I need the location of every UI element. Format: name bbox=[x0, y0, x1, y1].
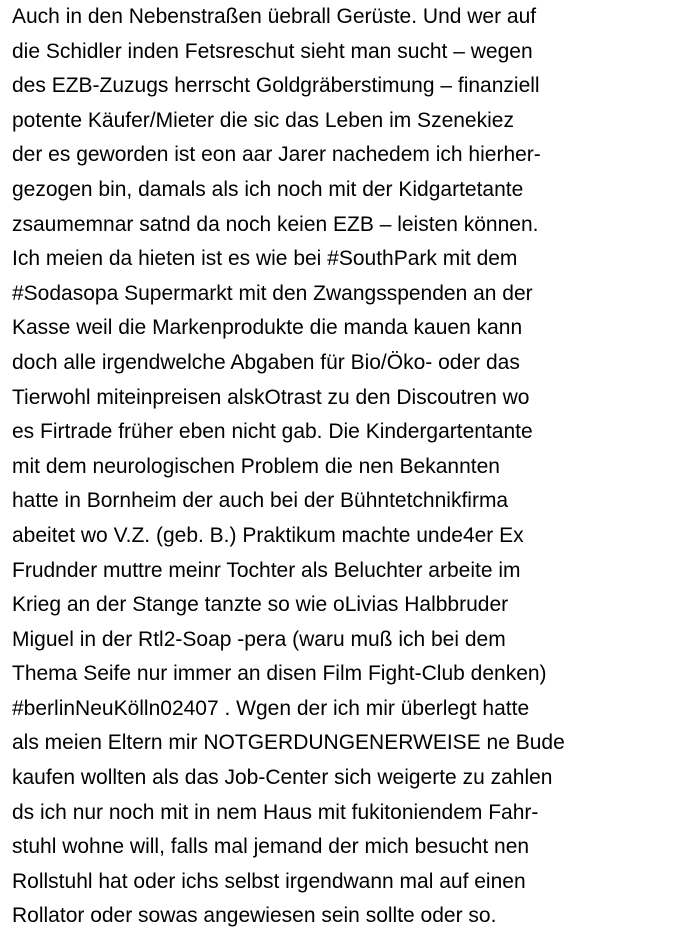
text-line: die Schidler inden Fetsreschut sieht man sucht – wegen bbox=[12, 39, 533, 63]
text-line: als meien Eltern mir NOTGERDUNGENERWEISE ne Bude bbox=[12, 731, 565, 755]
text-line: stuhl wohne will, falls mal jemand der mich besucht nen bbox=[12, 835, 530, 859]
text-line: ds ich nur noch mit in nem Haus mit fukitoniendem Fahr- bbox=[12, 800, 539, 824]
text-line: des EZB-Zuzugs herrscht Goldgräberstimung – finanziell bbox=[12, 74, 540, 98]
body-text bbox=[12, 0, 684, 934]
text-line: Rollator oder sowas angewiesen sein sollte oder so. bbox=[12, 904, 497, 928]
text-line: Auch in den Nebenstraßen üebrall Gerüste. Und wer auf bbox=[12, 5, 537, 28]
text-line: gezogen bin, damals als ich noch mit der Kidgartetante bbox=[12, 177, 524, 201]
text-line: Krieg an der Stange tanzte so wie oLivias Halbbruder bbox=[12, 593, 509, 617]
text-line: Tierwohl miteinpreisen alskOtrast zu den Discoutren wo bbox=[12, 385, 530, 409]
text-line: der es geworden ist eon aar Jarer nachedem ich hierher- bbox=[12, 143, 541, 167]
text-line: #Sodasopa Supermarkt mit den Zwangsspenden an der bbox=[12, 281, 533, 305]
text-line: potente Käufer/Mieter die sic das Leben im Szenekiez bbox=[12, 108, 514, 132]
text-line: hatte in Bornheim der auch bei der Bühntetchnikfirma bbox=[12, 489, 509, 513]
text-line: #berlinNeuKölln02407 . Wgen der ich mir überlegt hatte bbox=[12, 696, 530, 720]
text-line: doch alle irgendwelche Abgaben für Bio/Öko- oder das bbox=[12, 350, 520, 374]
text-line: Ich meien da hieten ist es wie bei #SouthPark mit dem bbox=[12, 247, 518, 271]
text-line: mit dem neurologischen Problem die nen Bekannten bbox=[12, 454, 500, 478]
text-line: es Firtrade früher eben nicht gab. Die Kindergartentante bbox=[12, 420, 533, 444]
text-line: abeitet wo V.Z. (geb. B.) Praktikum machte unde4er Ex bbox=[12, 523, 524, 547]
text-line: kaufen wollten als das Job-Center sich weigerte zu zahlen bbox=[12, 766, 553, 790]
text-line: Miguel in der Rtl2-Soap -pera (waru muß ich bei dem bbox=[12, 627, 506, 651]
text-line: zsaumemnar satnd da noch keien EZB – leisten können. bbox=[12, 212, 539, 236]
text-line: Thema Seife nur immer an disen Film Fight-Club denken) bbox=[12, 662, 547, 686]
text-line: Kasse weil die Markenprodukte die manda kauen kann bbox=[12, 316, 523, 340]
text-line: Frudnder muttre meinr Tochter als Beluchter arbeite im bbox=[12, 558, 521, 582]
text-line: Rollstuhl hat oder ichs selbst irgendwann mal auf einen bbox=[12, 869, 526, 893]
